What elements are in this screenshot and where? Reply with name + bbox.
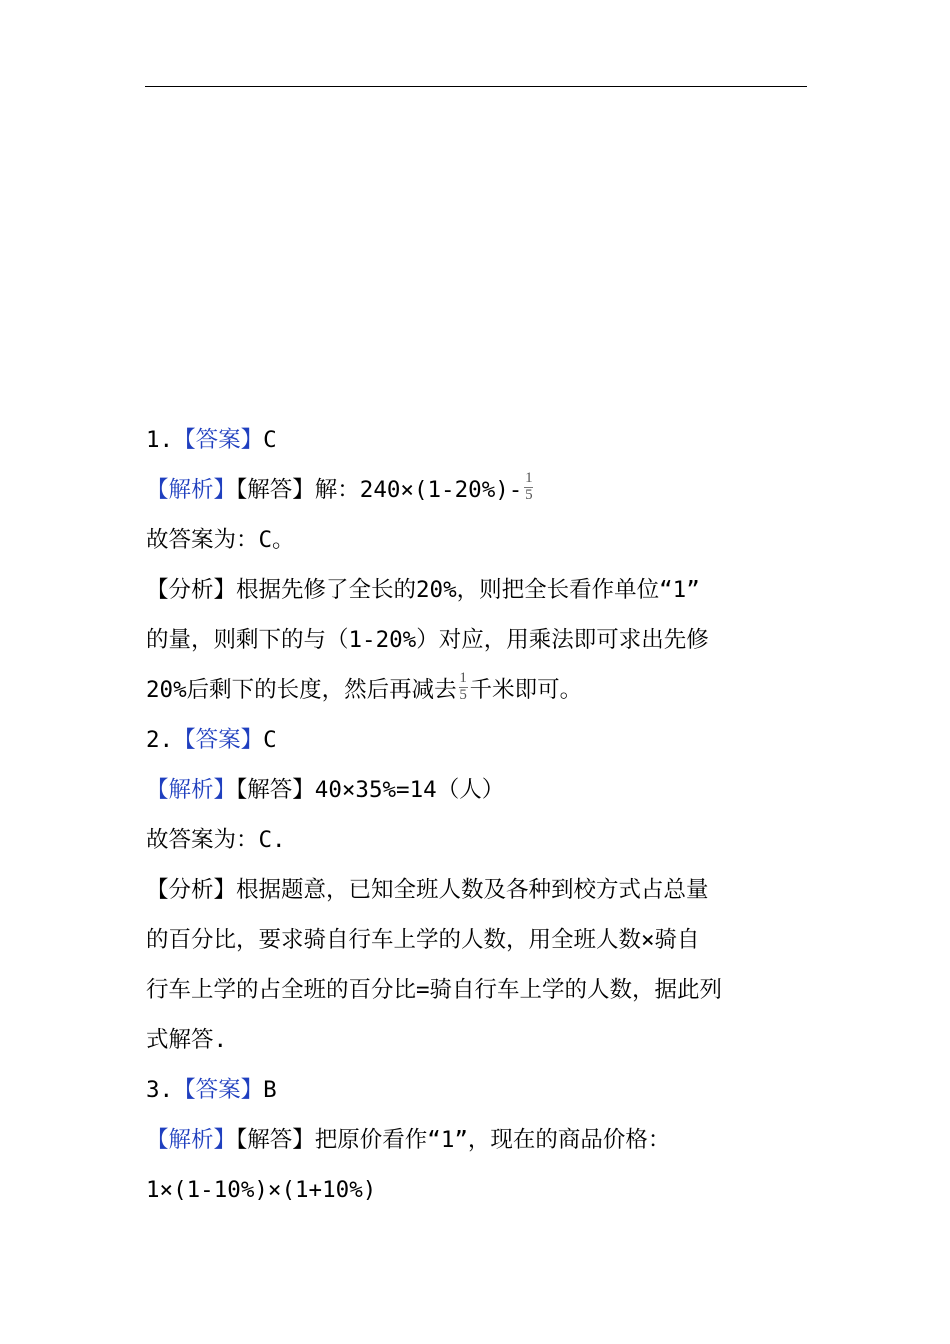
q1-answer: C (263, 427, 277, 453)
header-rule (145, 86, 807, 87)
q3-analysis-tag: 【解析】 (146, 1127, 237, 1153)
q1-answer-tag: 【答案】 (173, 427, 264, 453)
q2-conclusion: 故答案为：C. (146, 827, 286, 853)
q1-number: 1. (146, 427, 174, 453)
q1-fraction-numerator: 1 (525, 469, 533, 486)
q1-analysis-line-3b: 千米即可。 (469, 677, 583, 703)
q1-solution-text: 解：240×(1-20%)- (314, 477, 523, 503)
q3-solution-tag: 【解答】 (236, 1127, 315, 1153)
q1-conclusion: 故答案为：C。 (146, 527, 295, 553)
q2-analysis-line-3: 行车上学的占全班的百分比=骑自行车上学的人数，据此列 (146, 977, 723, 1003)
q1-fraction-denominator-2: 5 (459, 686, 467, 703)
q1-analysis-line-1: 【分析】根据先修了全长的20%，则把全长看作单位“1” (146, 577, 700, 603)
q2-answer: C (263, 727, 277, 753)
q1-answer-line (146, 422, 277, 458)
q1-fraction-one-fifth-2 (458, 671, 469, 705)
q2-number: 2. (146, 727, 174, 753)
q1-analysis-line-3a: 20%后剩下的长度，然后再减去 (146, 677, 457, 703)
q1-analysis-line-3 (146, 669, 583, 708)
q2-analysis-tag: 【解析】 (146, 777, 237, 803)
q2-analysis-line-2: 的百分比，要求骑自行车上学的人数，用全班人数×骑自 (146, 927, 700, 953)
q1-solution-line (146, 469, 535, 508)
q3-answer-line (146, 1072, 277, 1108)
q2-solution-text: 40×35%=14（人） (314, 777, 505, 803)
q1-fraction-denominator: 5 (525, 486, 533, 503)
q2-analysis-line-1: 【分析】根据题意，已知全班人数及各种到校方式占总量 (146, 877, 709, 903)
q1-analysis-tag: 【解析】 (146, 477, 237, 503)
q1-fraction-one-fifth (523, 471, 534, 505)
q2-solution-line (146, 772, 504, 808)
q3-answer: B (263, 1077, 277, 1103)
q2-answer-tag: 【答案】 (173, 727, 264, 753)
q3-solution-text: 把原价看作“1”，现在的商品价格： (314, 1127, 671, 1153)
q2-analysis-line-4: 式解答. (146, 1027, 228, 1053)
q2-answer-line (146, 722, 277, 758)
q3-formula: 1×(1-10%)×(1+10%) (146, 1177, 377, 1203)
q2-solution-tag: 【解答】 (236, 777, 315, 803)
q1-analysis-line-2: 的量，则剩下的与（1-20%）对应，用乘法即可求出先修 (146, 627, 709, 653)
q3-solution-line (146, 1122, 670, 1158)
q1-fraction-numerator-2: 1 (459, 669, 467, 686)
q3-number: 3. (146, 1077, 174, 1103)
q3-answer-tag: 【答案】 (173, 1077, 264, 1103)
q1-solution-tag: 【解答】 (236, 477, 315, 503)
